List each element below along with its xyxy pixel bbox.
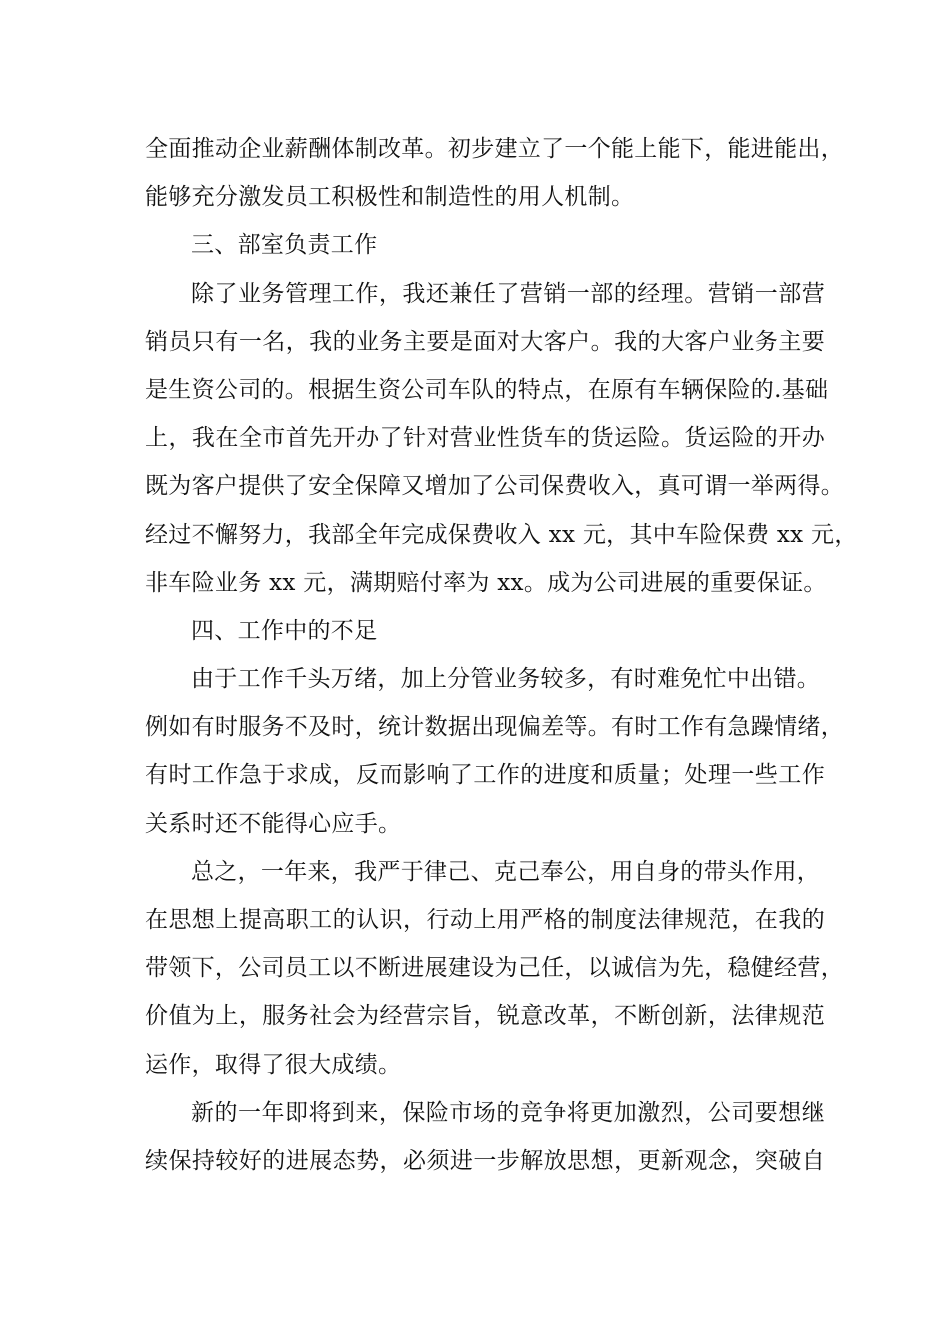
- text-line: 新的一年即将到来，保险市场的竞争将更加激烈，公司要想继: [191, 1099, 825, 1126]
- text-line: 除了业务管理工作，我还兼任了营销一部的经理。营销一部营: [191, 280, 825, 307]
- text-line: 在思想上提高职工的认识，行动上用严格的制度法律规范，在我的: [145, 907, 825, 933]
- text-line: 由于工作千头万绪，加上分管业务较多，有时难免忙中出错。: [191, 666, 821, 693]
- text-line: 有时工作急于求成，反而影响了工作的进度和质量；处理一些工作: [145, 762, 825, 789]
- text-line: 非车险业务 xx 元，满期赔付率为 xx。成为公司进展的重要保证。: [145, 569, 827, 596]
- text-line: 销员只有一名，我的业务主要是面对大客户。我的大客户业务主要: [145, 328, 825, 355]
- text-line: 关系时还不能得心应手。: [145, 810, 402, 837]
- text-line: 运作，取得了很大成绩。: [145, 1051, 402, 1078]
- text-line: 是生资公司的。根据生资公司车队的特点，在原有车辆保险的.基础: [145, 376, 829, 403]
- section-heading: 四、工作中的不足: [191, 617, 378, 644]
- text-line: 上，我在全市首先开办了针对营业性货车的货运险。货运险的开办: [145, 425, 825, 452]
- text-line: 能够充分激发员工积极性和制造性的用人机制。: [145, 184, 635, 211]
- text-line: 总之，一年来，我严于律己、克己奉公，用自身的带头作用，: [191, 858, 821, 885]
- text-line: 全面推动企业薪酬体制改革。初步建立了一个能上能下，能进能出，: [145, 136, 844, 162]
- text-line: 续保持较好的进展态势，必须进一步解放思想，更新观念，突破自: [145, 1147, 825, 1174]
- text-line: 带领下，公司员工以不断进展建设为己任，以诚信为先，稳健经营，: [145, 955, 844, 982]
- document-body: [145, 125, 858, 1185]
- text-line: 价值为上，服务社会为经营宗旨，锐意改革，不断创新，法律规范: [145, 1003, 825, 1030]
- section-heading: 三、部室负责工作: [191, 232, 378, 259]
- text-line: 既为客户提供了安全保障又增加了公司保费收入，真可谓一举两得。: [145, 473, 844, 500]
- text-line: 经过不懈努力，我部全年完成保费收入 xx 元，其中车险保费 xx 元，: [145, 521, 858, 548]
- text-line: 例如有时服务不及时，统计数据出现偏差等。有时工作有急躁情绪，: [145, 714, 844, 741]
